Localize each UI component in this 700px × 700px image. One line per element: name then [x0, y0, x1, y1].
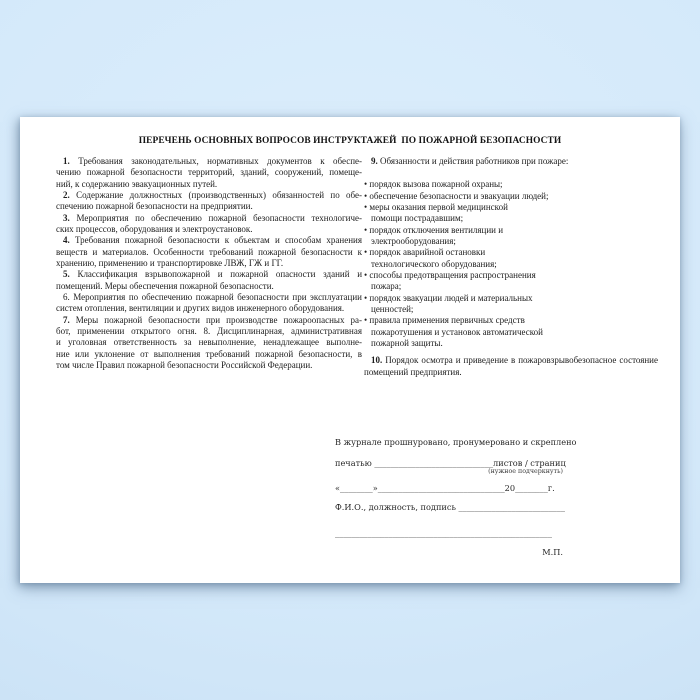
- item-9-heading: [364, 156, 658, 167]
- text-line: систем отопления, вентиляции и других видов инженерного оборудования.: [56, 303, 345, 314]
- item-number: 9.: [371, 156, 380, 166]
- text-line: • меры оказания первой медицинской: [364, 201, 508, 212]
- signature-line: Ф.И.О., должность, подпись __________________________: [335, 502, 565, 512]
- item-10-paragraph: [364, 355, 658, 378]
- item-number: 1.: [63, 156, 79, 166]
- item-number: 7.: [63, 314, 76, 325]
- text-line: • порядок вызова пожарной охраны;: [364, 179, 503, 190]
- text-line: • порядок аварийной остановки: [364, 247, 486, 258]
- text-line: чению пожарной безопасности территорий, зданий, сооружений, помеще-: [56, 167, 362, 178]
- text-line: пожарной защиты.: [371, 337, 443, 348]
- text-line: помещений. Меры обеспечения пожарной безопасности.: [56, 280, 274, 291]
- journal-form-section: [335, 437, 577, 565]
- text-line: ценностей;: [371, 303, 414, 314]
- signature-blank-line: _____________________________________________________: [335, 528, 552, 538]
- date-line: «________»_______________________________20________г.: [335, 483, 555, 493]
- underline-note: (нужное подчеркнуть): [488, 468, 563, 475]
- text-line: 6. Мероприятия по обеспечению пожарной безопасности при эксплуатации: [63, 291, 362, 302]
- text-line: помещений предприятия.: [364, 366, 462, 377]
- text-line: 5. Классификация взрывопожарной и пожарной опасности зданий и: [63, 269, 363, 280]
- bullet-item: [364, 270, 576, 293]
- text-line: 10. Порядок осмотра и приведение в пожаровзрывобезопасное состояние: [371, 355, 658, 366]
- item-number: 10.: [371, 355, 386, 366]
- text-line: ских процессов, оборудования и электроустановок.: [56, 223, 253, 234]
- bullet-item: [364, 225, 576, 248]
- text-line: пожара;: [371, 281, 402, 292]
- sheets-line: печатью _____________________________листов / страниц: [335, 458, 566, 468]
- text-line: ние или уклонение от выполнения требований пожарной безопасности, в: [56, 348, 362, 359]
- text-line: • способы предотвращения распространения: [364, 269, 536, 280]
- document-sheet: [20, 117, 680, 583]
- text-line: • обеспечение безопасности и эвакуации людей;: [364, 190, 549, 201]
- text-line: 1. Требования законодательных, нормативных документов к обеспе-: [63, 156, 363, 166]
- bullet-item: [364, 247, 576, 270]
- text-line: 3. Мероприятия по обеспечению пожарной безопасности технологиче-: [63, 212, 362, 223]
- text-line: технологического оборудования;: [371, 258, 497, 269]
- bullet-list: [364, 179, 576, 349]
- bullet-item: [364, 202, 576, 225]
- text-line: веществ и материалов. Особенности требований пожарной безопасности к: [56, 246, 362, 257]
- item-number: 2.: [63, 189, 77, 200]
- text-line: бот, применении открытого огня. 8. Дисциплинарная, административная: [56, 325, 362, 336]
- text-line: спечению пожарной безопасности на предприятии.: [56, 201, 253, 212]
- text-line: 4. Требования пожарной безопасности к объектам и способам хранения: [63, 235, 363, 246]
- text-line: пожаротушения и установок автоматической: [371, 326, 543, 337]
- text-line: хранению, применению и транспортировке ЛВЖ, ГЖ и ГГ.: [56, 257, 284, 268]
- text-line: том числе Правил пожарной безопасности Российской Федерации.: [56, 359, 313, 370]
- text-line: ний, к содержанию эвакуационных путей.: [56, 178, 218, 189]
- item-number: 4.: [63, 235, 75, 246]
- document-title: ПЕРЕЧЕНЬ ОСНОВНЫХ ВОПРОСОВ ИНСТРУКТАЖЕЙ ПО ПОЖАРНОЙ БЕЗОПАСНОСТИ: [138, 136, 562, 146]
- text-line: • порядок отключения вентиляции и: [364, 224, 504, 235]
- journal-line: В журнале прошнуровано, пронумеровано и скреплено: [335, 437, 577, 447]
- text-line: 9. Обязанности и действия работников при пожаре:: [371, 156, 569, 166]
- bullet-item: [364, 191, 576, 202]
- text-line: 7. Меры пожарной безопасности при производстве пожароопасных ра-: [63, 314, 362, 325]
- right-column: [364, 156, 658, 378]
- text-line: электрооборудования;: [371, 235, 456, 246]
- item-number: 5.: [63, 269, 78, 280]
- text-line: • порядок эвакуации людей и материальных: [364, 292, 533, 303]
- text-line: • правила применения первичных средств: [364, 315, 525, 326]
- left-column: [56, 156, 362, 371]
- bullet-item: [364, 293, 576, 316]
- text-line: и уголовная ответственность за невыполнение, ненадлежащее выполне-: [56, 337, 362, 348]
- text-line: 2. Содержание должностных (производственных) обязанностей по обе-: [63, 189, 363, 200]
- item-number: 3.: [63, 212, 77, 223]
- item-number: 6.: [63, 291, 74, 302]
- text-line: помощи пострадавшим;: [371, 213, 464, 224]
- bullet-item: [364, 315, 576, 349]
- bullet-item: [364, 179, 576, 190]
- stamp-label: М.П.: [542, 547, 563, 557]
